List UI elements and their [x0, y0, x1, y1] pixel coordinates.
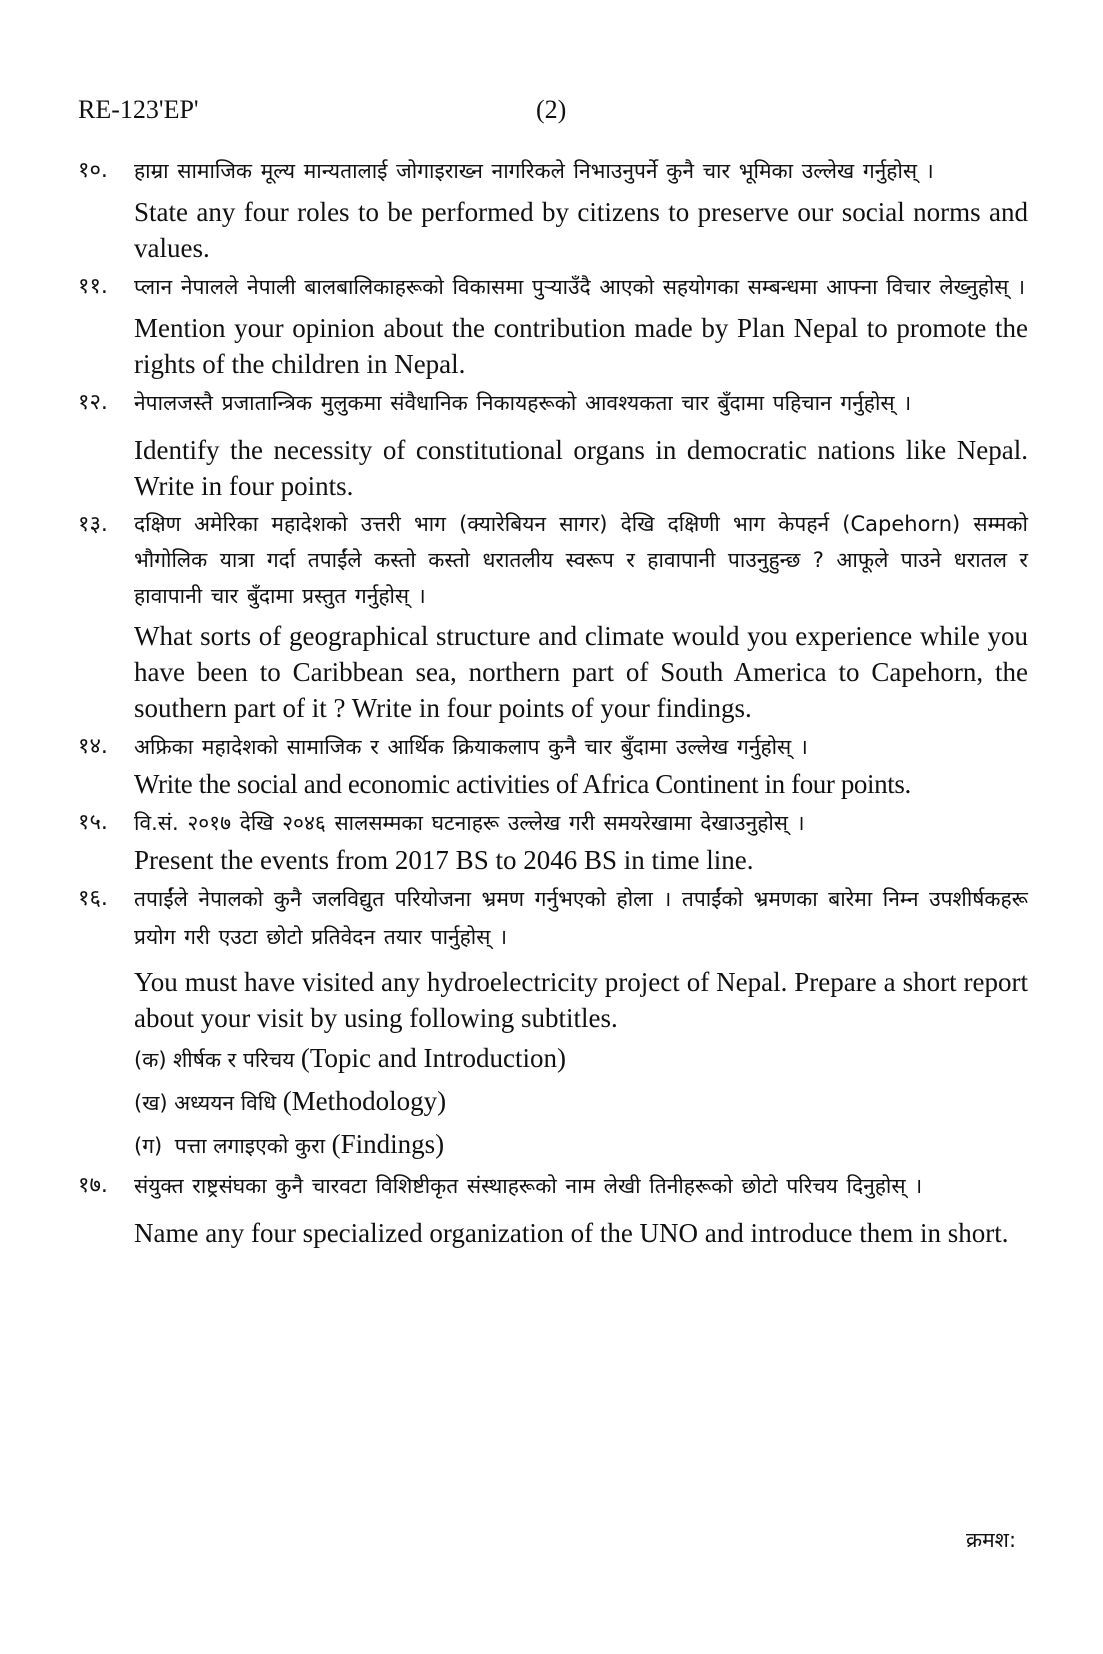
subtitle-nepali: पत्ता लगाइएको कुरा: [174, 1134, 326, 1158]
question-text-nepali: प्लान नेपालले नेपाली बालबालिकाहरूको विकासमा पुऱ्याउँदै आएको सहयोगका सम्बन्धमा आफ्ना विचार लेख्नुहोस् ।: [134, 275, 1026, 299]
question-12: [78, 384, 1028, 504]
question-text-english: Present the events from 2017 BS to 2046 BS in time line.: [134, 845, 754, 875]
question-text-nepali: दक्षिण अमेरिका महादेशको उत्तरी भाग (क्यारेबियन सागर) देखि दक्षिणी भाग केपहर्न (Capehorn) सम्मको भौगोलिक यात्रा गर्दा तपाईंले कस्तो कस्तो धरातलीय स्वरूप र हावापानी पाउनुहुन्छ ? आफूले पाउने धरातल र हावापानी चार बुँदामा प्रस्तुत गर्नुहोस् ।: [134, 512, 1028, 608]
continued-note: क्रमश:: [966, 1528, 1017, 1552]
question-number: १३.: [78, 512, 108, 537]
subtitle-english: (Topic and Introduction): [300, 1043, 566, 1073]
subtitle-item: [134, 1081, 1028, 1124]
question-number: १४.: [78, 734, 108, 759]
question-text-english: What sorts of geographical structure and climate would you experience while you have been to Caribbean sea, northern part of South America to Capehorn, the southern part of it ? Write in four points of your findings.: [134, 621, 1028, 723]
question-16: [78, 880, 1028, 1167]
question-number: ११.: [78, 274, 108, 299]
question-11: [78, 268, 1028, 382]
subtitle-item: [134, 1038, 1028, 1081]
question-number: १२.: [78, 390, 108, 415]
page-number: (2): [536, 95, 567, 124]
subtitle-english: (Methodology): [282, 1086, 447, 1116]
question-15: [78, 804, 1028, 878]
subtitle-nepali: अध्ययन विधि: [174, 1091, 277, 1115]
question-text-english: Name any four specialized organization of the UNO and introduce them in short.: [134, 1218, 1009, 1248]
subtitle-nepali: शीर्षक र परिचय: [173, 1048, 295, 1072]
page-header: [78, 92, 978, 128]
question-10: [78, 152, 1028, 266]
question-number: १६.: [78, 886, 108, 911]
question-14: [78, 728, 1028, 802]
question-text-nepali: अफ्रिका महादेशको सामाजिक र आर्थिक क्रियाकलाप कुनै चार बुँदामा उल्लेख गर्नुहोस् ।: [134, 735, 808, 759]
question-number: १०.: [78, 158, 108, 183]
subtitle-label: (ग): [134, 1134, 163, 1158]
exam-code: RE-123'EP': [78, 95, 199, 124]
question-text-nepali: तपाईंले नेपालको कुनै जलविद्युत परियोजना भ्रमण गर्नुभएको होला । तपाईंको भ्रमणका बारेमा निम्न उपशीर्षकहरू प्रयोग गरी एउटा छोटो प्रतिवेदन तयार पार्नुहोस् ।: [134, 887, 1028, 949]
question-text-nepali: वि.सं. २०१७ देखि २०४६ सालसम्मका घटनाहरू उल्लेख गरी समयरेखामा देखाउनुहोस् ।: [134, 811, 805, 835]
subtitle-item: [134, 1124, 1028, 1167]
subtitle-label: (क): [134, 1048, 167, 1072]
question-text-nepali: संयुक्त राष्ट्रसंघका कुनै चारवटा विशिष्टीकृत संस्थाहरूको नाम लेखी तिनीहरूको छोटो परिचय दिनुहोस् ।: [134, 1174, 923, 1198]
question-text-english: Identify the necessity of constitutional organs in democratic nations like Nepal. Write in four points.: [134, 435, 1028, 501]
question-text-english: Mention your opinion about the contribution made by Plan Nepal to promote the rights of the children in Nepal.: [134, 313, 1028, 379]
question-number: १५.: [78, 810, 108, 835]
question-text-english: State any four roles to be performed by citizens to preserve our social norms and values.: [134, 197, 1028, 263]
question-13: [78, 506, 1028, 726]
question-text-english: You must have visited any hydroelectricity project of Nepal. Prepare a short report about your visit by using following subtitles.: [134, 967, 1028, 1033]
question-17: [78, 1167, 1028, 1251]
subtitle-label: (ख): [134, 1091, 168, 1115]
question-text-nepali: नेपालजस्तै प्रजातान्त्रिक मुलुकमा संवैधानिक निकायहरूको आवश्यकता चार बुँदामा पहिचान गर्नुहोस् ।: [134, 391, 912, 415]
question-list: [78, 152, 1028, 1253]
question-text-english: Write the social and economic activities of Africa Continent in four points.: [134, 769, 911, 799]
question-text-nepali: हाम्रा सामाजिक मूल्य मान्यतालाई जोगाइराख्न नागरिकले निभाउनुपर्ने कुनै चार भूमिका उल्लेख गर्नुहोस् ।: [134, 159, 934, 183]
question-number: १७.: [78, 1173, 108, 1198]
subtitle-english: (Findings): [331, 1129, 445, 1159]
